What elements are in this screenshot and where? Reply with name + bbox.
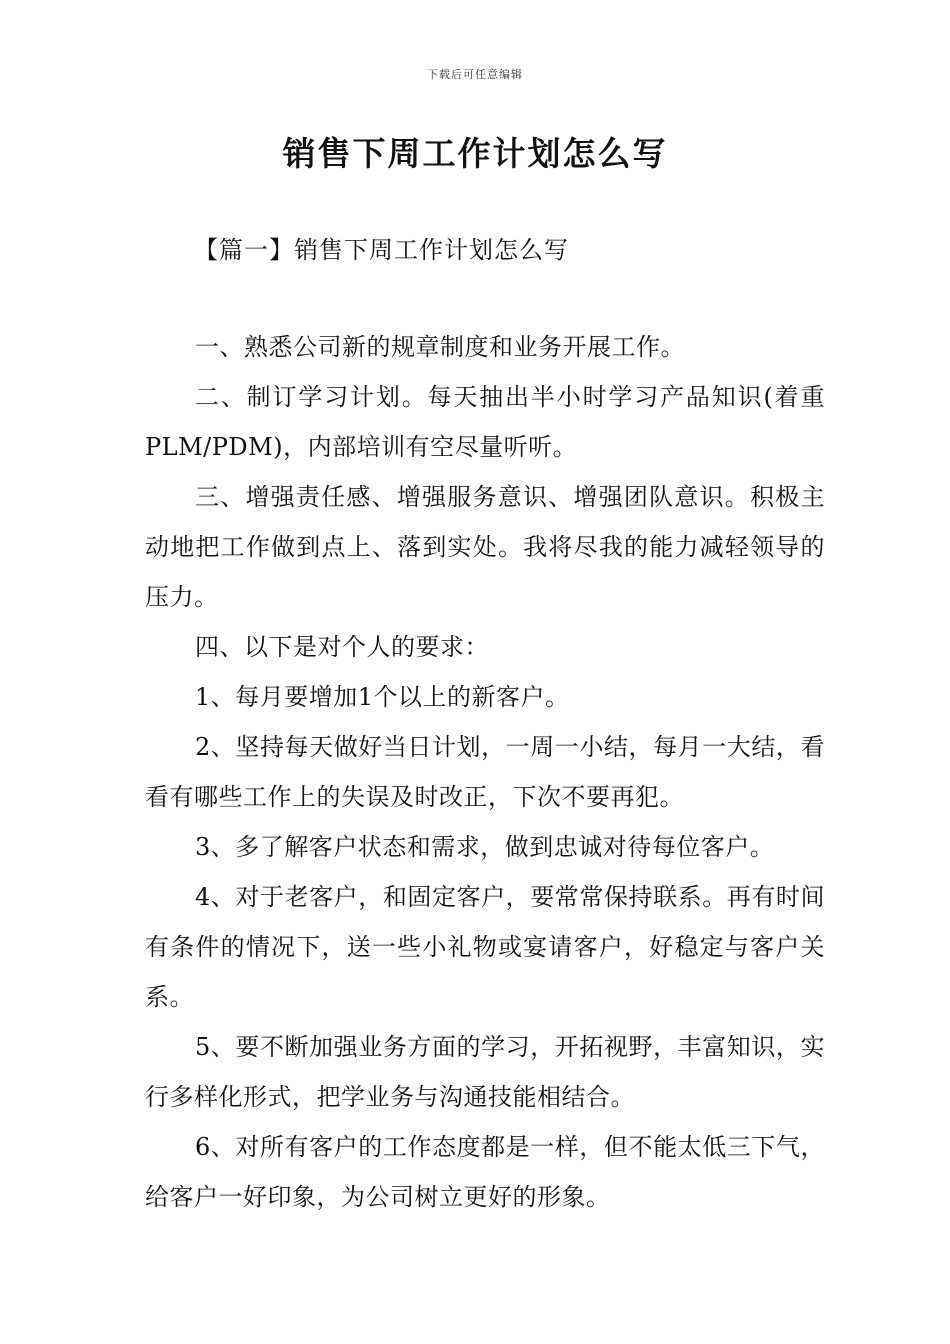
paragraph-8: 4、对于老客户，和固定客户，要常常保持联系。再有时间有条件的情况下，送一些小礼物或宴请客户，好稳定与客户关系。 xyxy=(145,883,825,1011)
paragraph-4: 四、以下是对个人的要求： xyxy=(195,633,489,661)
paragraph-1: 一、熟悉公司新的规章制度和业务开展工作。 xyxy=(195,333,685,361)
document-body xyxy=(145,322,825,1222)
page-title: 销售下周工作计划怎么写 xyxy=(282,134,668,173)
paragraph-6: 2、坚持每天做好当日计划，一周一小结，每月一大结，看看有哪些工作上的失误及时改正，下次不要再犯。 xyxy=(145,733,825,811)
header-note: 下载后可任意编辑 xyxy=(427,68,523,81)
paragraph-7: 3、多了解客户状态和需求，做到忠诚对待每位客户。 xyxy=(195,833,775,861)
paragraph-10: 6、对所有客户的工作态度都是一样，但不能太低三下气，给客户一好印象，为公司树立更好的形象。 xyxy=(145,1133,825,1211)
paragraph-9: 5、要不断加强业务方面的学习，开拓视野，丰富知识，实行多样化形式，把学业务与沟通技能相结合。 xyxy=(145,1033,825,1111)
paragraph-3: 三、增强责任感、增强服务意识、增强团队意识。积极主动地把工作做到点上、落到实处。我将尽我的能力减轻领导的压力。 xyxy=(145,483,825,611)
section-heading: 【篇一】销售下周工作计划怎么写 xyxy=(194,236,569,264)
paragraph-5: 1、每月要增加1个以上的新客户。 xyxy=(195,683,570,711)
paragraph-2: 二、制订学习计划。每天抽出半小时学习产品知识(着重PLM/PDM)，内部培训有空尽量听听。 xyxy=(145,383,825,461)
